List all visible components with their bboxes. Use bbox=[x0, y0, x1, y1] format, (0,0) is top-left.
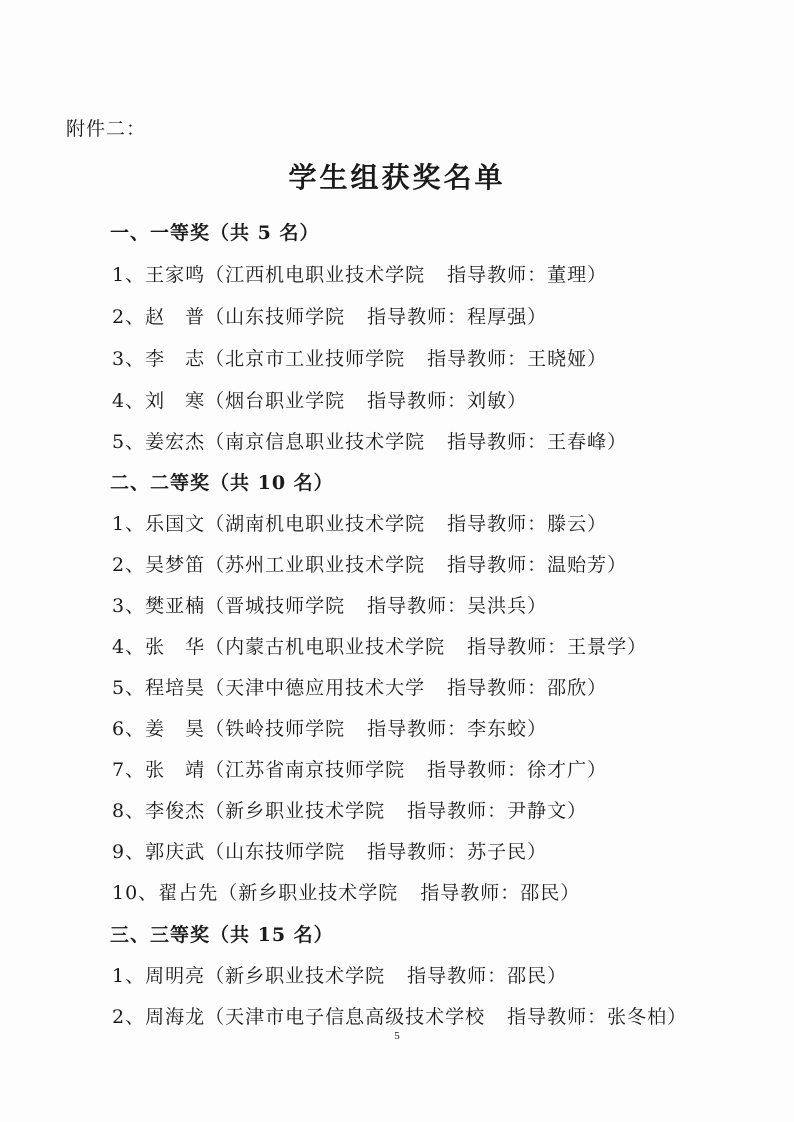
teacher-name: 苏子民） bbox=[467, 841, 548, 863]
student-name: 王家鸣 bbox=[145, 264, 206, 286]
entry-number: 2、 bbox=[112, 554, 146, 576]
teacher-label: 指导教师： bbox=[407, 800, 508, 822]
student-name: 郭庆武 bbox=[145, 841, 206, 863]
attachment-label: 附件二： bbox=[66, 118, 147, 140]
student-name: 吴梦笛 bbox=[145, 554, 206, 576]
school-name: （新乡职业技术学院 bbox=[205, 800, 386, 822]
student-name: 翟占先 bbox=[158, 882, 219, 904]
award-entry bbox=[112, 1002, 687, 1029]
award-entry bbox=[112, 550, 627, 577]
student-name: 乐国文 bbox=[145, 513, 206, 535]
student-name: 程培昊 bbox=[145, 677, 206, 699]
section-heading-first-prize: 一、一等奖（共 5 名） bbox=[110, 222, 320, 244]
student-name: 周明亮 bbox=[145, 965, 206, 987]
award-entry bbox=[112, 755, 607, 782]
teacher-label: 指导教师： bbox=[407, 965, 508, 987]
school-name: （苏州工业职业技术学院 bbox=[205, 554, 426, 576]
student-name: 周海龙 bbox=[145, 1006, 206, 1028]
teacher-name: 李东蛟） bbox=[467, 718, 548, 740]
entry-number: 9、 bbox=[112, 841, 146, 863]
award-entry bbox=[112, 714, 547, 741]
school-name: （北京市工业技师学院 bbox=[205, 348, 406, 370]
school-name: （山东技师学院 bbox=[205, 841, 346, 863]
school-name: （晋城技师学院 bbox=[205, 595, 346, 617]
entry-number: 1、 bbox=[112, 513, 146, 535]
entry-number: 6、 bbox=[112, 718, 146, 740]
entry-number: 3、 bbox=[112, 595, 146, 617]
teacher-name: 邵民） bbox=[520, 882, 581, 904]
student-name: 张 靖 bbox=[145, 759, 206, 781]
award-entry bbox=[112, 260, 607, 287]
teacher-name: 董理） bbox=[547, 264, 608, 286]
student-name: 李 志 bbox=[145, 348, 206, 370]
teacher-label: 指导教师： bbox=[367, 595, 468, 617]
section-heading-second-prize: 二、二等奖（共 10 名） bbox=[110, 472, 334, 494]
entry-number: 5、 bbox=[112, 431, 146, 453]
school-name: （天津市电子信息高级技术学校 bbox=[205, 1006, 486, 1028]
student-name: 张 华 bbox=[145, 636, 206, 658]
student-name: 李俊杰 bbox=[145, 800, 206, 822]
school-name: （烟台职业学院 bbox=[205, 390, 346, 412]
teacher-name: 邵欣） bbox=[547, 677, 608, 699]
teacher-label: 指导教师： bbox=[427, 759, 528, 781]
teacher-label: 指导教师： bbox=[367, 718, 468, 740]
school-name: （江西机电职业技术学院 bbox=[205, 264, 426, 286]
school-name: （天津中德应用技术大学 bbox=[205, 677, 426, 699]
school-name: （山东技师学院 bbox=[205, 306, 346, 328]
teacher-name: 王景学） bbox=[567, 636, 648, 658]
teacher-label: 指导教师： bbox=[447, 554, 548, 576]
award-entry bbox=[112, 591, 547, 618]
page-title: 学生组获奖名单 bbox=[288, 161, 506, 194]
entry-number: 8、 bbox=[112, 800, 146, 822]
school-name: （南京信息职业技术学院 bbox=[205, 431, 426, 453]
student-name: 姜宏杰 bbox=[145, 431, 206, 453]
teacher-label: 指导教师： bbox=[467, 636, 568, 658]
entry-number: 4、 bbox=[112, 390, 146, 412]
page-number: 5 bbox=[394, 1030, 400, 1042]
school-name: （新乡职业技术学院 bbox=[218, 882, 399, 904]
school-name: （湖南机电职业技术学院 bbox=[205, 513, 426, 535]
entry-number: 3、 bbox=[112, 348, 146, 370]
entry-number: 7、 bbox=[112, 759, 146, 781]
entry-number: 1、 bbox=[112, 965, 146, 987]
teacher-name: 王春峰） bbox=[547, 431, 628, 453]
student-name: 姜 昊 bbox=[145, 718, 206, 740]
award-entry bbox=[112, 386, 527, 413]
student-name: 刘 寒 bbox=[145, 390, 206, 412]
teacher-name: 尹静文） bbox=[507, 800, 588, 822]
teacher-label: 指导教师： bbox=[447, 264, 548, 286]
teacher-name: 程厚强） bbox=[467, 306, 548, 328]
entry-number: 2、 bbox=[112, 306, 146, 328]
teacher-name: 王晓娅） bbox=[527, 348, 608, 370]
teacher-name: 滕云） bbox=[547, 513, 608, 535]
teacher-label: 指导教师： bbox=[367, 390, 468, 412]
teacher-name: 吴洪兵） bbox=[467, 595, 548, 617]
entry-number: 4、 bbox=[112, 636, 146, 658]
teacher-label: 指导教师： bbox=[507, 1006, 608, 1028]
teacher-label: 指导教师： bbox=[447, 431, 548, 453]
teacher-name: 张冬柏） bbox=[607, 1006, 688, 1028]
award-entry bbox=[112, 961, 567, 988]
teacher-label: 指导教师： bbox=[447, 677, 548, 699]
award-entry bbox=[112, 427, 627, 454]
teacher-label: 指导教师： bbox=[427, 348, 528, 370]
school-name: （江苏省南京技师学院 bbox=[205, 759, 406, 781]
entry-number: 2、 bbox=[112, 1006, 146, 1028]
school-name: （铁岭技师学院 bbox=[205, 718, 346, 740]
student-name: 樊亚楠 bbox=[145, 595, 206, 617]
teacher-name: 刘敏） bbox=[467, 390, 528, 412]
school-name: （内蒙古机电职业技术学院 bbox=[205, 636, 446, 658]
school-name: （新乡职业技术学院 bbox=[205, 965, 386, 987]
award-entry bbox=[112, 509, 607, 536]
entry-number: 5、 bbox=[112, 677, 146, 699]
award-entry bbox=[112, 344, 607, 371]
teacher-label: 指导教师： bbox=[367, 841, 468, 863]
award-entry bbox=[112, 878, 580, 905]
student-name: 赵 普 bbox=[145, 306, 206, 328]
entry-number: 1、 bbox=[112, 264, 146, 286]
award-entry bbox=[112, 673, 607, 700]
award-entry bbox=[112, 302, 547, 329]
teacher-name: 邵民） bbox=[507, 965, 568, 987]
teacher-label: 指导教师： bbox=[367, 306, 468, 328]
section-heading-third-prize: 三、三等奖（共 15 名） bbox=[110, 924, 334, 946]
teacher-name: 徐才广） bbox=[527, 759, 608, 781]
entry-number: 10、 bbox=[112, 882, 159, 904]
award-entry bbox=[112, 632, 647, 659]
award-entry bbox=[112, 837, 547, 864]
teacher-label: 指导教师： bbox=[420, 882, 521, 904]
teacher-label: 指导教师： bbox=[447, 513, 548, 535]
award-entry bbox=[112, 796, 587, 823]
teacher-name: 温贻芳） bbox=[547, 554, 628, 576]
